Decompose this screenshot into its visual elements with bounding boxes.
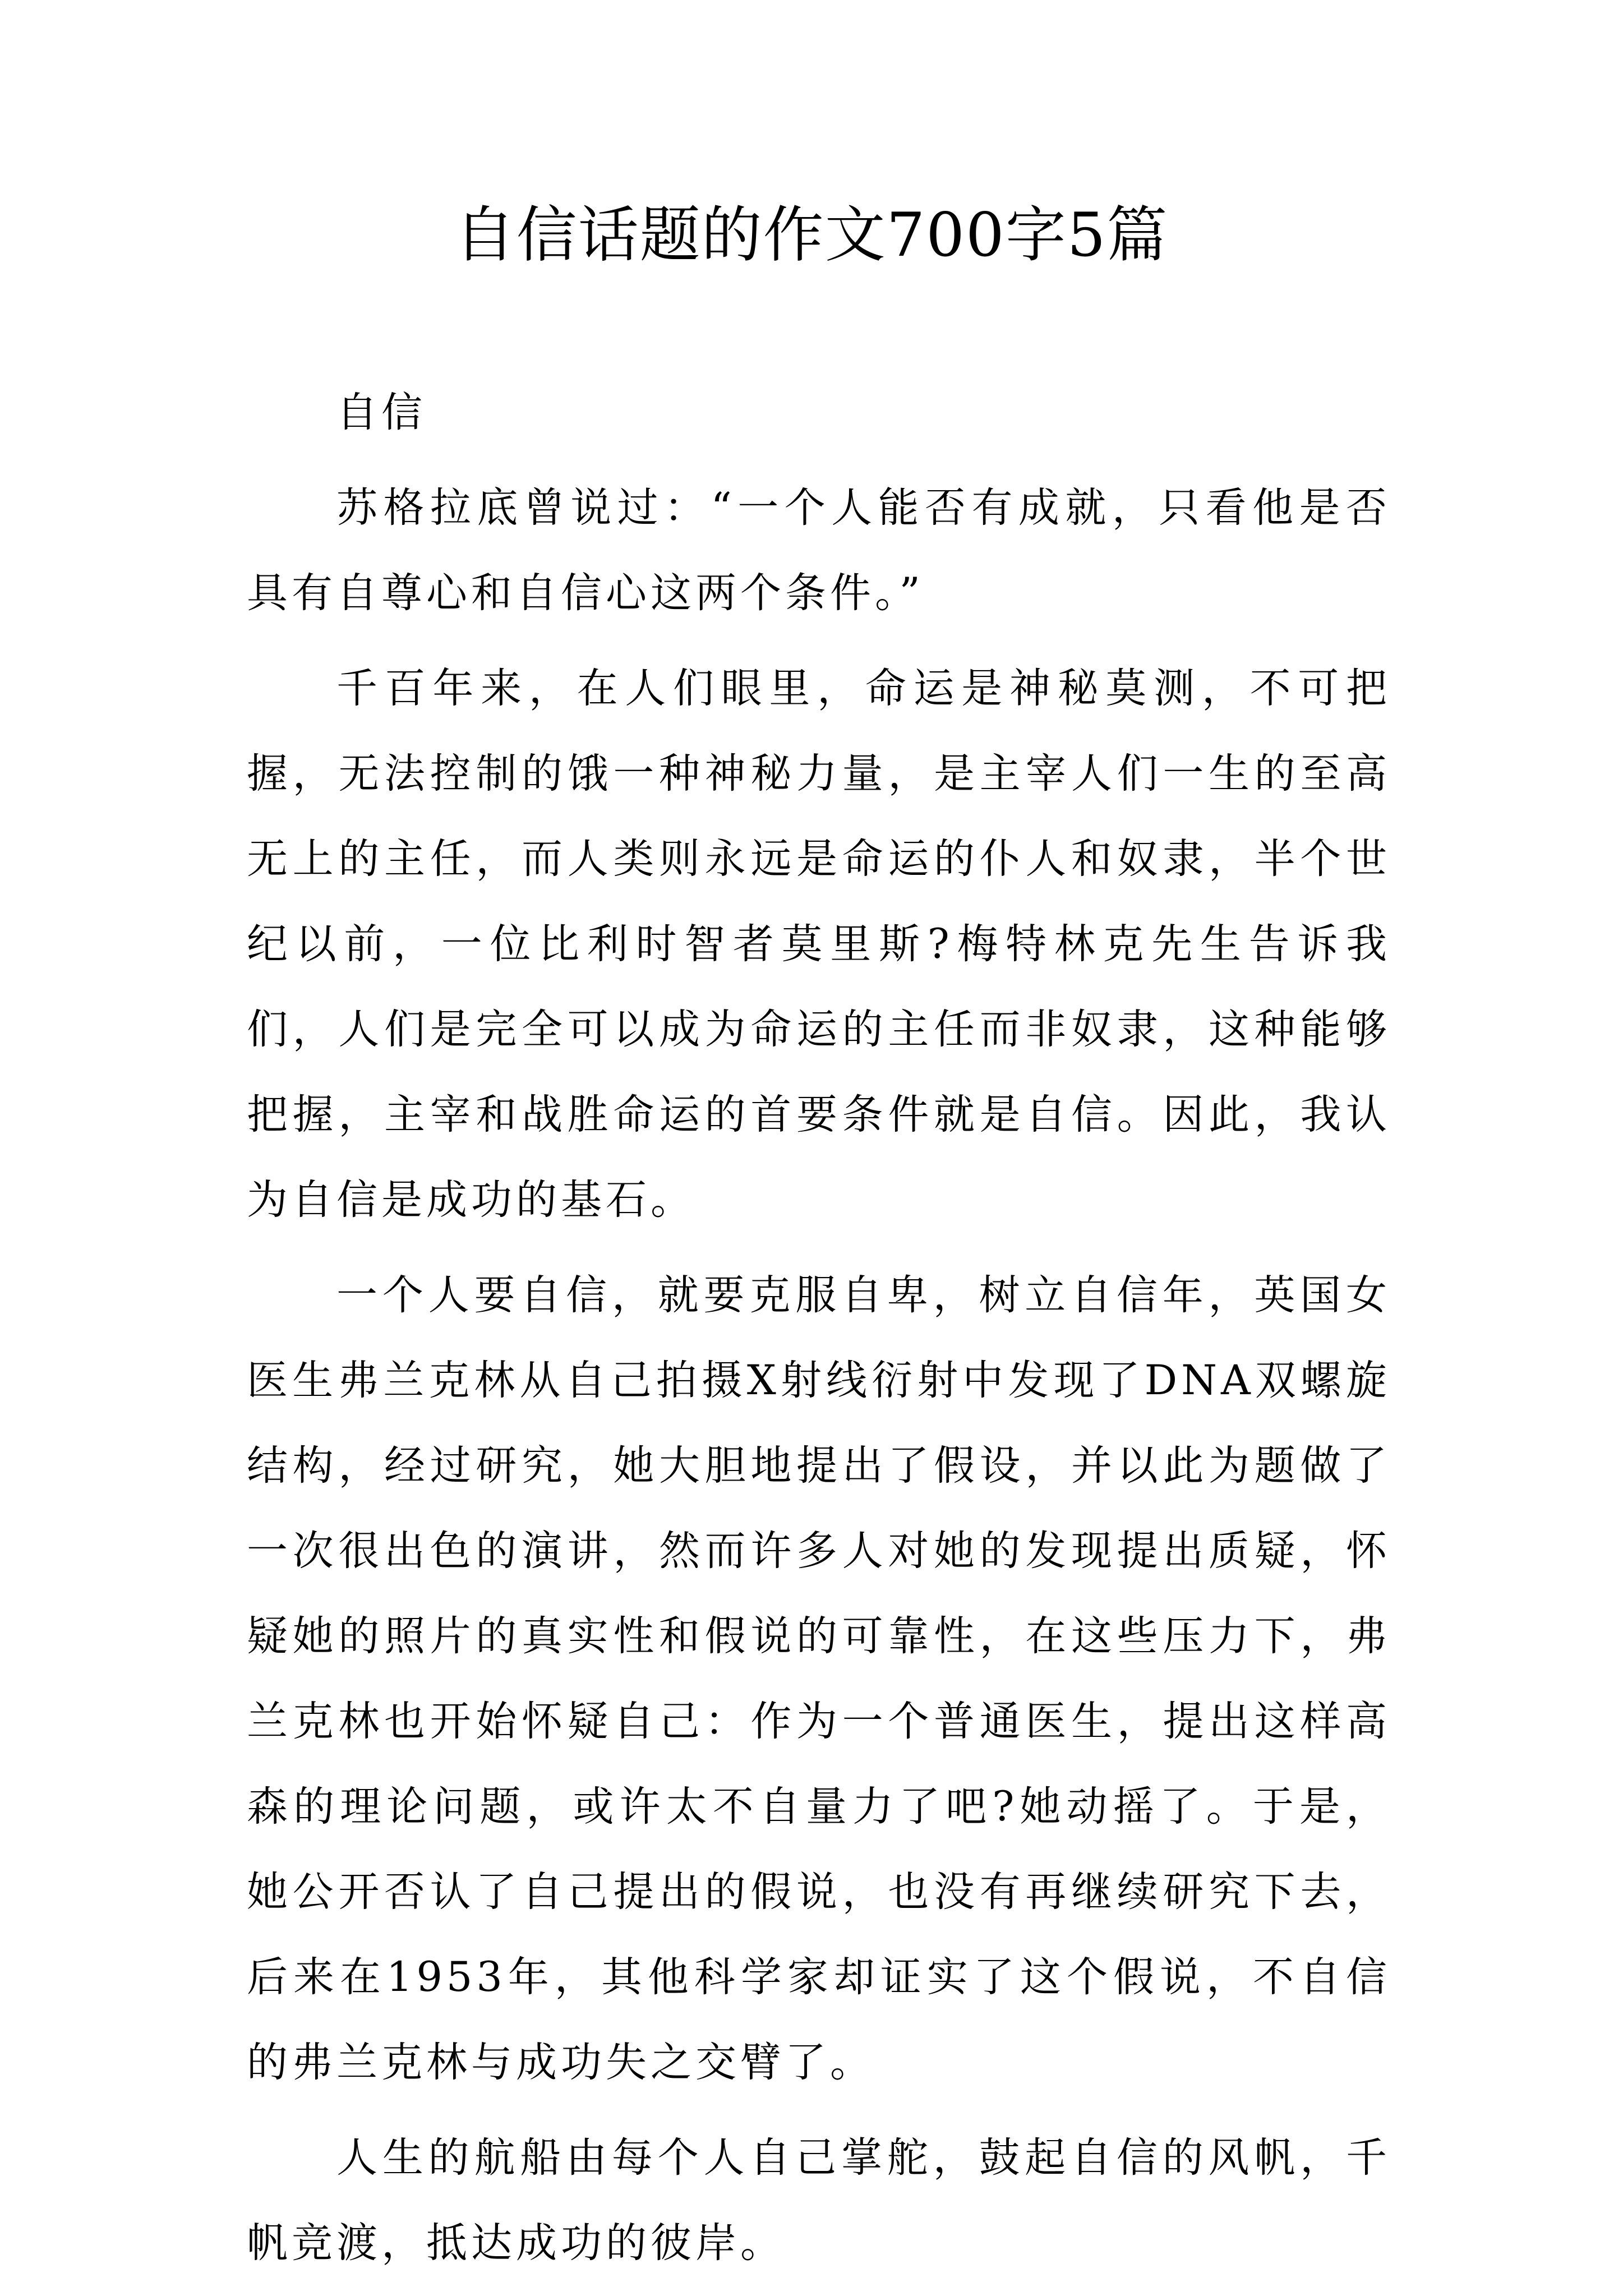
paragraph: 苏格拉底曾说过：“一个人能否有成就，只看他是否具有自尊心和自信心这两个条件。” [247, 484, 1391, 617]
document-body [247, 370, 1391, 2296]
paragraph-heading: 自信 [336, 389, 426, 436]
document-title: 自信话题的作文700字5篇 [454, 200, 1169, 270]
paragraph: 一个人要自信，就要克服自卑，树立自信年，英国女医生弗兰克林从自己拍摄X射线衍射中发现了DNA双螺旋结构，经过研究，她大胆地提出了假设，并以此为题做了一次很出色的演讲，然而许多人对她的发现提出质疑，怀疑她的照片的真实性和假说的可靠性，在这些压力下，弗兰克林也开始怀疑自己：作为一个普通医生，提出这样高森的理论问题，或许太不自量力了吧?她动摇了。于是，她公开否认了自己提出的假说，也没有再继续研究下去，后来在1953年，其他科学家却证实了这个假说，不自信的弗兰克林与成功失之交臂了。 [247, 1271, 1391, 2086]
paragraph: 千百年来，在人们眼里，命运是神秘莫测，不可把握，无法控制的饿一种神秘力量，是主宰人们一生的至高无上的主任，而人类则永远是命运的仆人和奴隶，半个世纪以前，一位比利时智者莫里斯?梅特林克先生告诉我们，人们是完全可以成为命运的主任而非奴隶，这种能够把握，主宰和战胜命运的首要条件就是自信。因此，我认为自信是成功的基石。 [247, 665, 1391, 1224]
paragraph: 人生的航船由每个人自己掌舵，鼓起自信的风帆，千帆竞渡，抵达成功的彼岸。 [247, 2134, 1391, 2267]
